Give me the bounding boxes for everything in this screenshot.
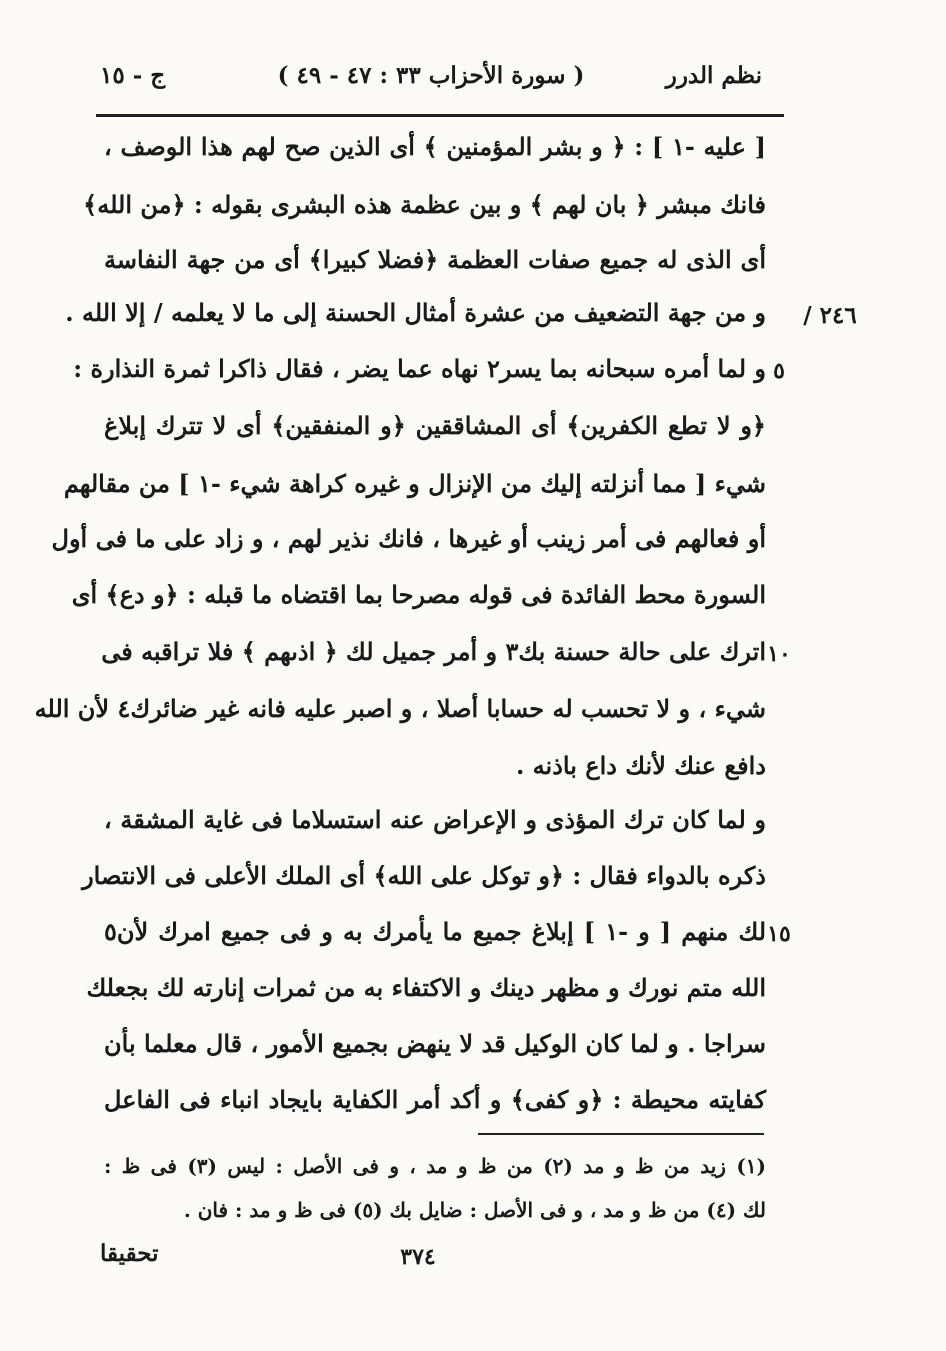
footnote-line: (١) زيد من ظ و مد (٢) من ظ و مد ، و فى الأصل : ليس (٣) فى ظ : xyxy=(104,1154,767,1178)
header-rule xyxy=(96,114,784,117)
folio-marker: ٢٤٦ / xyxy=(803,302,857,329)
text-line: الله متم نورك و مظهر دينك و الاكتفاء به من ثمرات إنارته لك بجعلك xyxy=(86,973,766,1002)
running-header xyxy=(100,56,762,100)
text-line: شيء ، و لا تحسب له حسابا أصلا ، و اصبر عليه فانه غير ضائرك٤ لأن الله xyxy=(34,694,766,723)
footnote-rule xyxy=(478,1133,764,1135)
text-line: السورة محط الفائدة فى قوله مصرحا بما اقتضاه ما قبله : ﴿و دع﴾ أى xyxy=(71,580,766,609)
text-line: أى الذى له جميع صفات العظمة ﴿فضلا كبيرا﴾ أى من جهة النفاسة xyxy=(104,245,767,274)
line-number-15: ١٥ xyxy=(767,921,791,947)
page-number: ٣٧٤ xyxy=(400,1244,436,1270)
text-line: [ عليه -١ ] : ﴿ و بشر المؤمنين ﴾ أى الذين صح لهم هذا الوصف ، xyxy=(104,132,766,161)
surah-range: ( سورة الأحزاب ٣٣ : ٤٧ - ٤٩ ) xyxy=(277,62,585,89)
line-number-5: ٥ xyxy=(773,358,785,384)
text-line: ذكره بالدواء فقال : ﴿و توكل على الله﴾ أى الملك الأعلى فى الانتصار xyxy=(82,861,766,890)
catchword: تحقيقا xyxy=(100,1240,159,1267)
book-title: نظم الدرر xyxy=(665,62,762,89)
text-line: لك منهم [ و -١ ] إبلاغ جميع ما يأمرك به و فى جميع امرك لأن٥ xyxy=(104,917,767,946)
text-line: سراجا . و لما كان الوكيل قد لا ينهض بجميع الأمور ، قال معلما بأن xyxy=(104,1029,767,1058)
text-line: كفايته محيطة : ﴿و كفى﴾ و أكد أمر الكفاية بايجاد انباء فى الفاعل xyxy=(104,1085,766,1114)
line-number-10: ١٠ xyxy=(767,641,791,667)
text-line: دافع عنك لأنك داع باذنه . xyxy=(515,751,766,780)
text-line: و من جهة التضعيف من عشرة أمثال الحسنة إلى ما لا يعلمه / إلا الله . xyxy=(65,298,766,327)
text-line: و لما أمره سبحانه بما يسر٢ نهاه عما يضر ، فقال ذاكرا ثمرة النذارة : xyxy=(73,354,766,383)
part-label: ج - ١٥ xyxy=(100,62,166,89)
text-line: أو فعالهم فى أمر زينب أو غيرها ، فانك نذير لهم ، و زاد على ما فى أول xyxy=(51,524,766,553)
text-line: فانك مبشر ﴿ بان لهم ﴾ و بين عظمة هذه البشرى بقوله : ﴿من الله﴾ xyxy=(83,190,766,219)
text-line: اترك على حالة حسنة بك٣ و أمر جميل لك ﴿ اذىهم ﴾ فلا تراقبه فى xyxy=(101,637,766,666)
text-line: و لما كان ترك المؤذى و الإعراض عنه استسلاما فى غاية المشقة ، xyxy=(104,805,766,834)
footnote-line: لك (٤) من ظ و مد ، و فى الأصل : ضايل بك (٥) فى ظ و مد : فان . xyxy=(183,1198,766,1222)
text-line: شيء [ مما أنزلته إليك من الإنزال و غيره كراهة شيء -١ ] من مقالهم xyxy=(63,469,766,498)
text-line: ﴿و لا تطع الكفرين﴾ أى المشاققين ﴿و المنفقين﴾ أى لا تترك إبلاغ xyxy=(104,411,766,440)
